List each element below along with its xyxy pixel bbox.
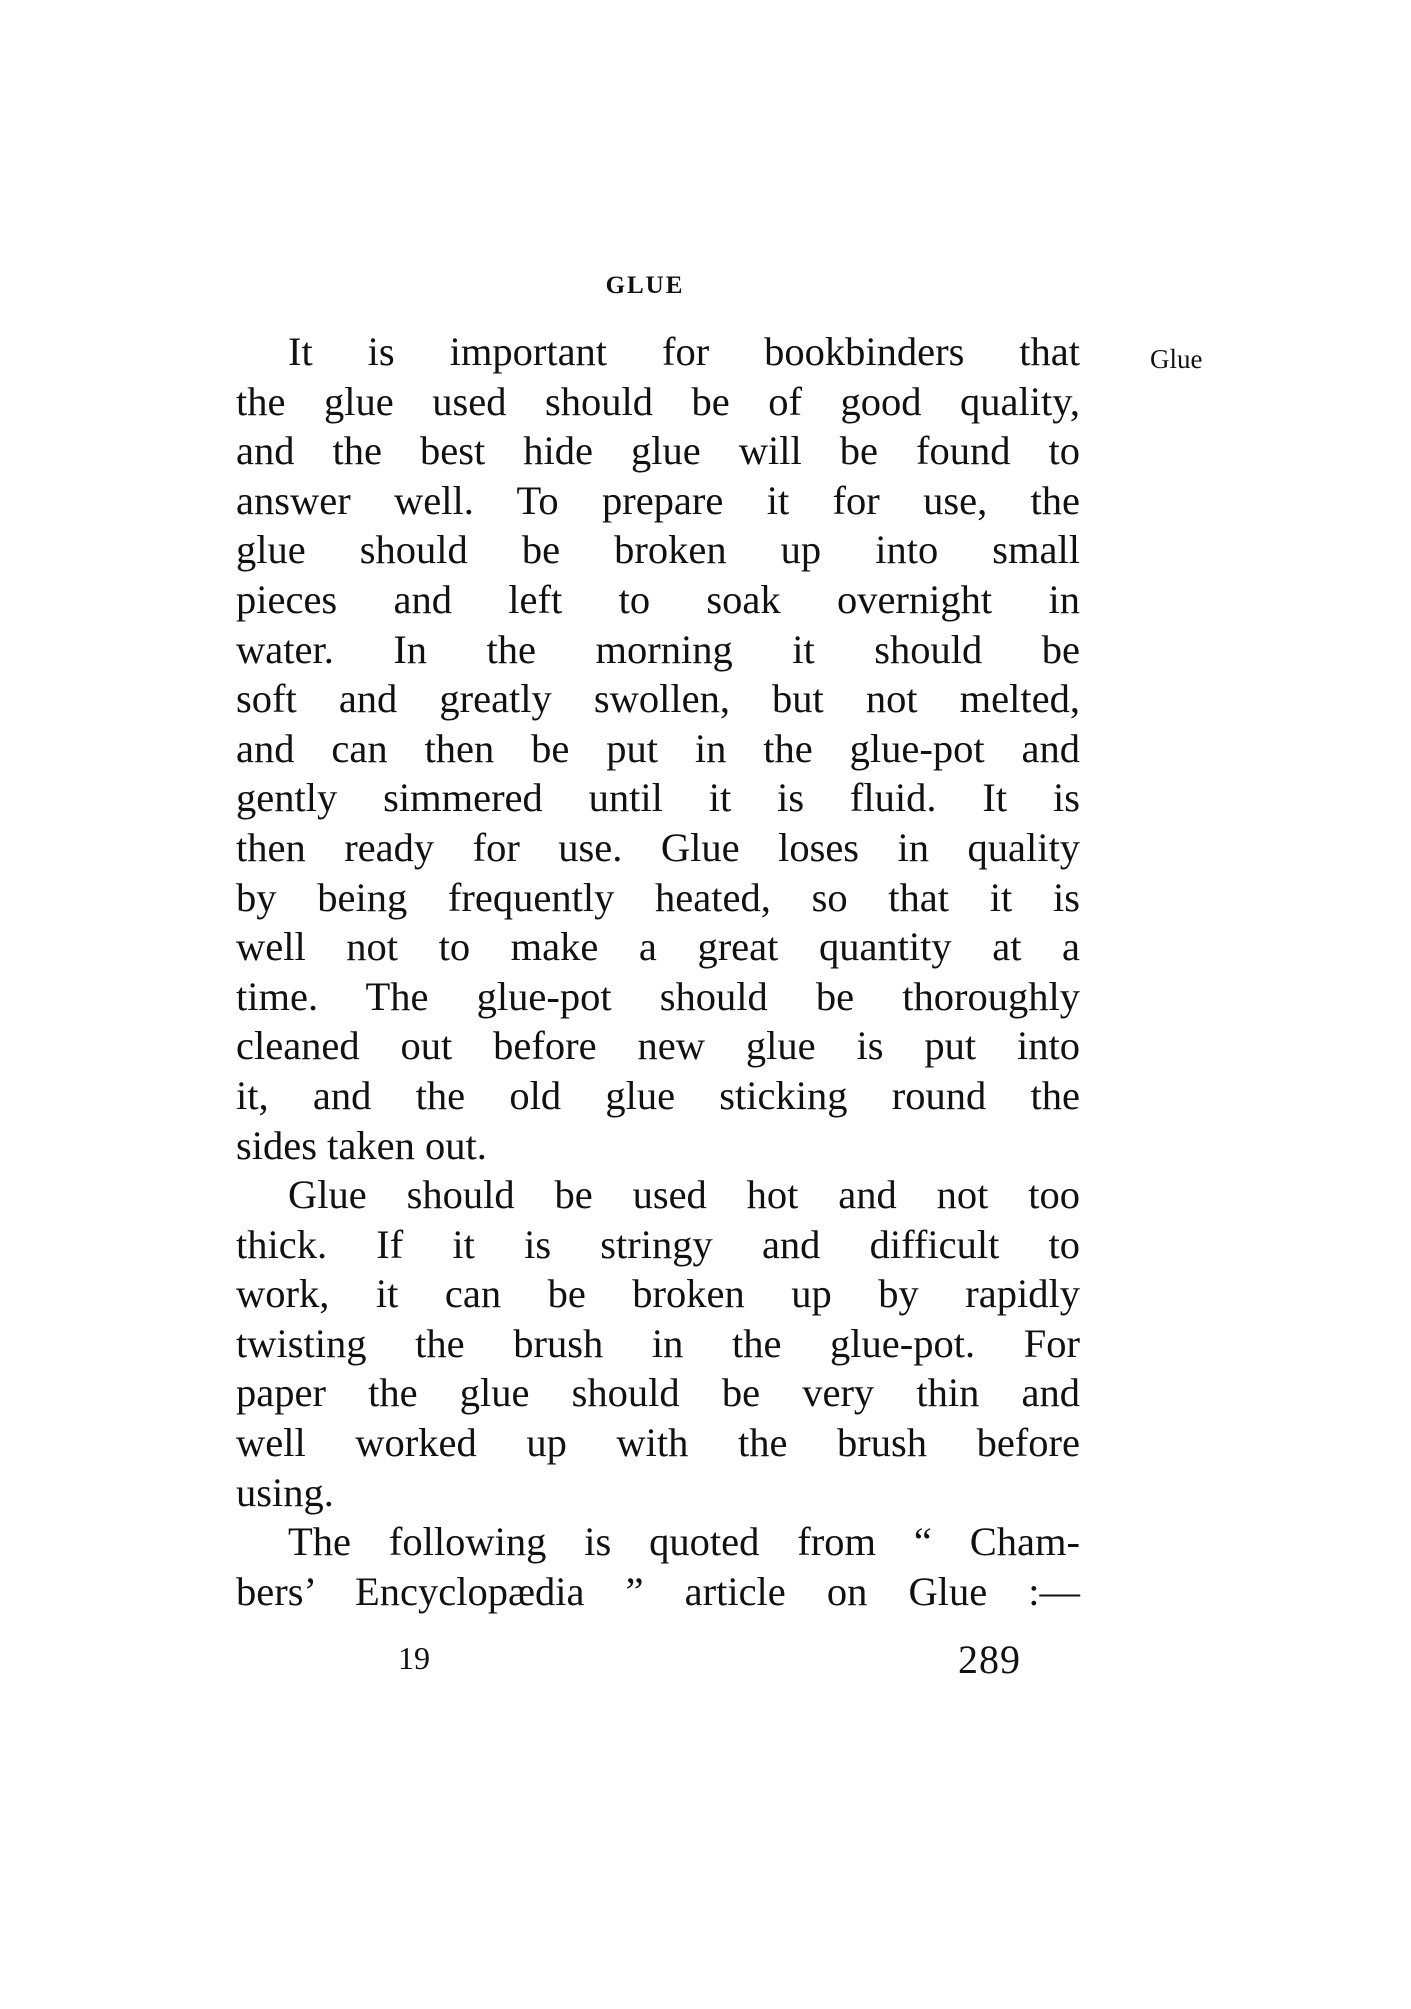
text-line: cleaned out before new glue is put into: [236, 1023, 1080, 1069]
signature-mark: 19: [398, 1640, 430, 1676]
text-line: then ready for use. Glue loses in quality: [236, 824, 1080, 870]
text-line: Glue should be used hot and not too: [288, 1172, 1080, 1218]
text-line: glue should be broken up into small: [236, 527, 1080, 573]
running-head: GLUE: [605, 272, 685, 299]
text-line: bers’ Encyclopædia ” article on Glue :—: [236, 1568, 1080, 1614]
text-line: the glue used should be of good quality,: [236, 378, 1080, 424]
text-line: answer well. To prepare it for use, the: [236, 477, 1080, 523]
text-line: pieces and left to soak overnight in: [236, 576, 1080, 622]
text-line: twisting the brush in the glue-pot. For: [236, 1320, 1080, 1366]
text-line: and the best hide glue will be found to: [236, 428, 1080, 474]
text-line: thick. If it is stringy and difficult to: [236, 1221, 1080, 1267]
text-line: well not to make a great quantity at a: [236, 924, 1080, 970]
text-line: and can then be put in the glue-pot and: [236, 725, 1080, 771]
page-number: 289: [958, 1637, 1021, 1682]
text-line: It is important for bookbinders that: [288, 329, 1080, 374]
text-line: it, and the old glue sticking round the: [236, 1072, 1080, 1118]
text-line: sides taken out.: [236, 1122, 487, 1168]
text-line: work, it can be broken up by rapidly: [236, 1271, 1080, 1317]
text-line: soft and greatly swollen, but not melted,: [236, 676, 1080, 722]
margin-note: Glue: [1150, 344, 1203, 374]
text-line: by being frequently heated, so that it is: [236, 874, 1080, 920]
text-line: gently simmered until it is fluid. It is: [236, 775, 1080, 821]
text-line: time. The glue-pot should be thoroughly: [236, 973, 1080, 1019]
body-text: [236, 327, 1080, 1616]
text-line: The following is quoted from “ Cham-: [288, 1519, 1080, 1565]
text-line: well worked up with the brush before: [236, 1420, 1080, 1466]
text-line: paper the glue should be very thin and: [236, 1370, 1080, 1416]
text-line: water. In the morning it should be: [236, 626, 1080, 672]
text-line: using.: [236, 1469, 334, 1515]
